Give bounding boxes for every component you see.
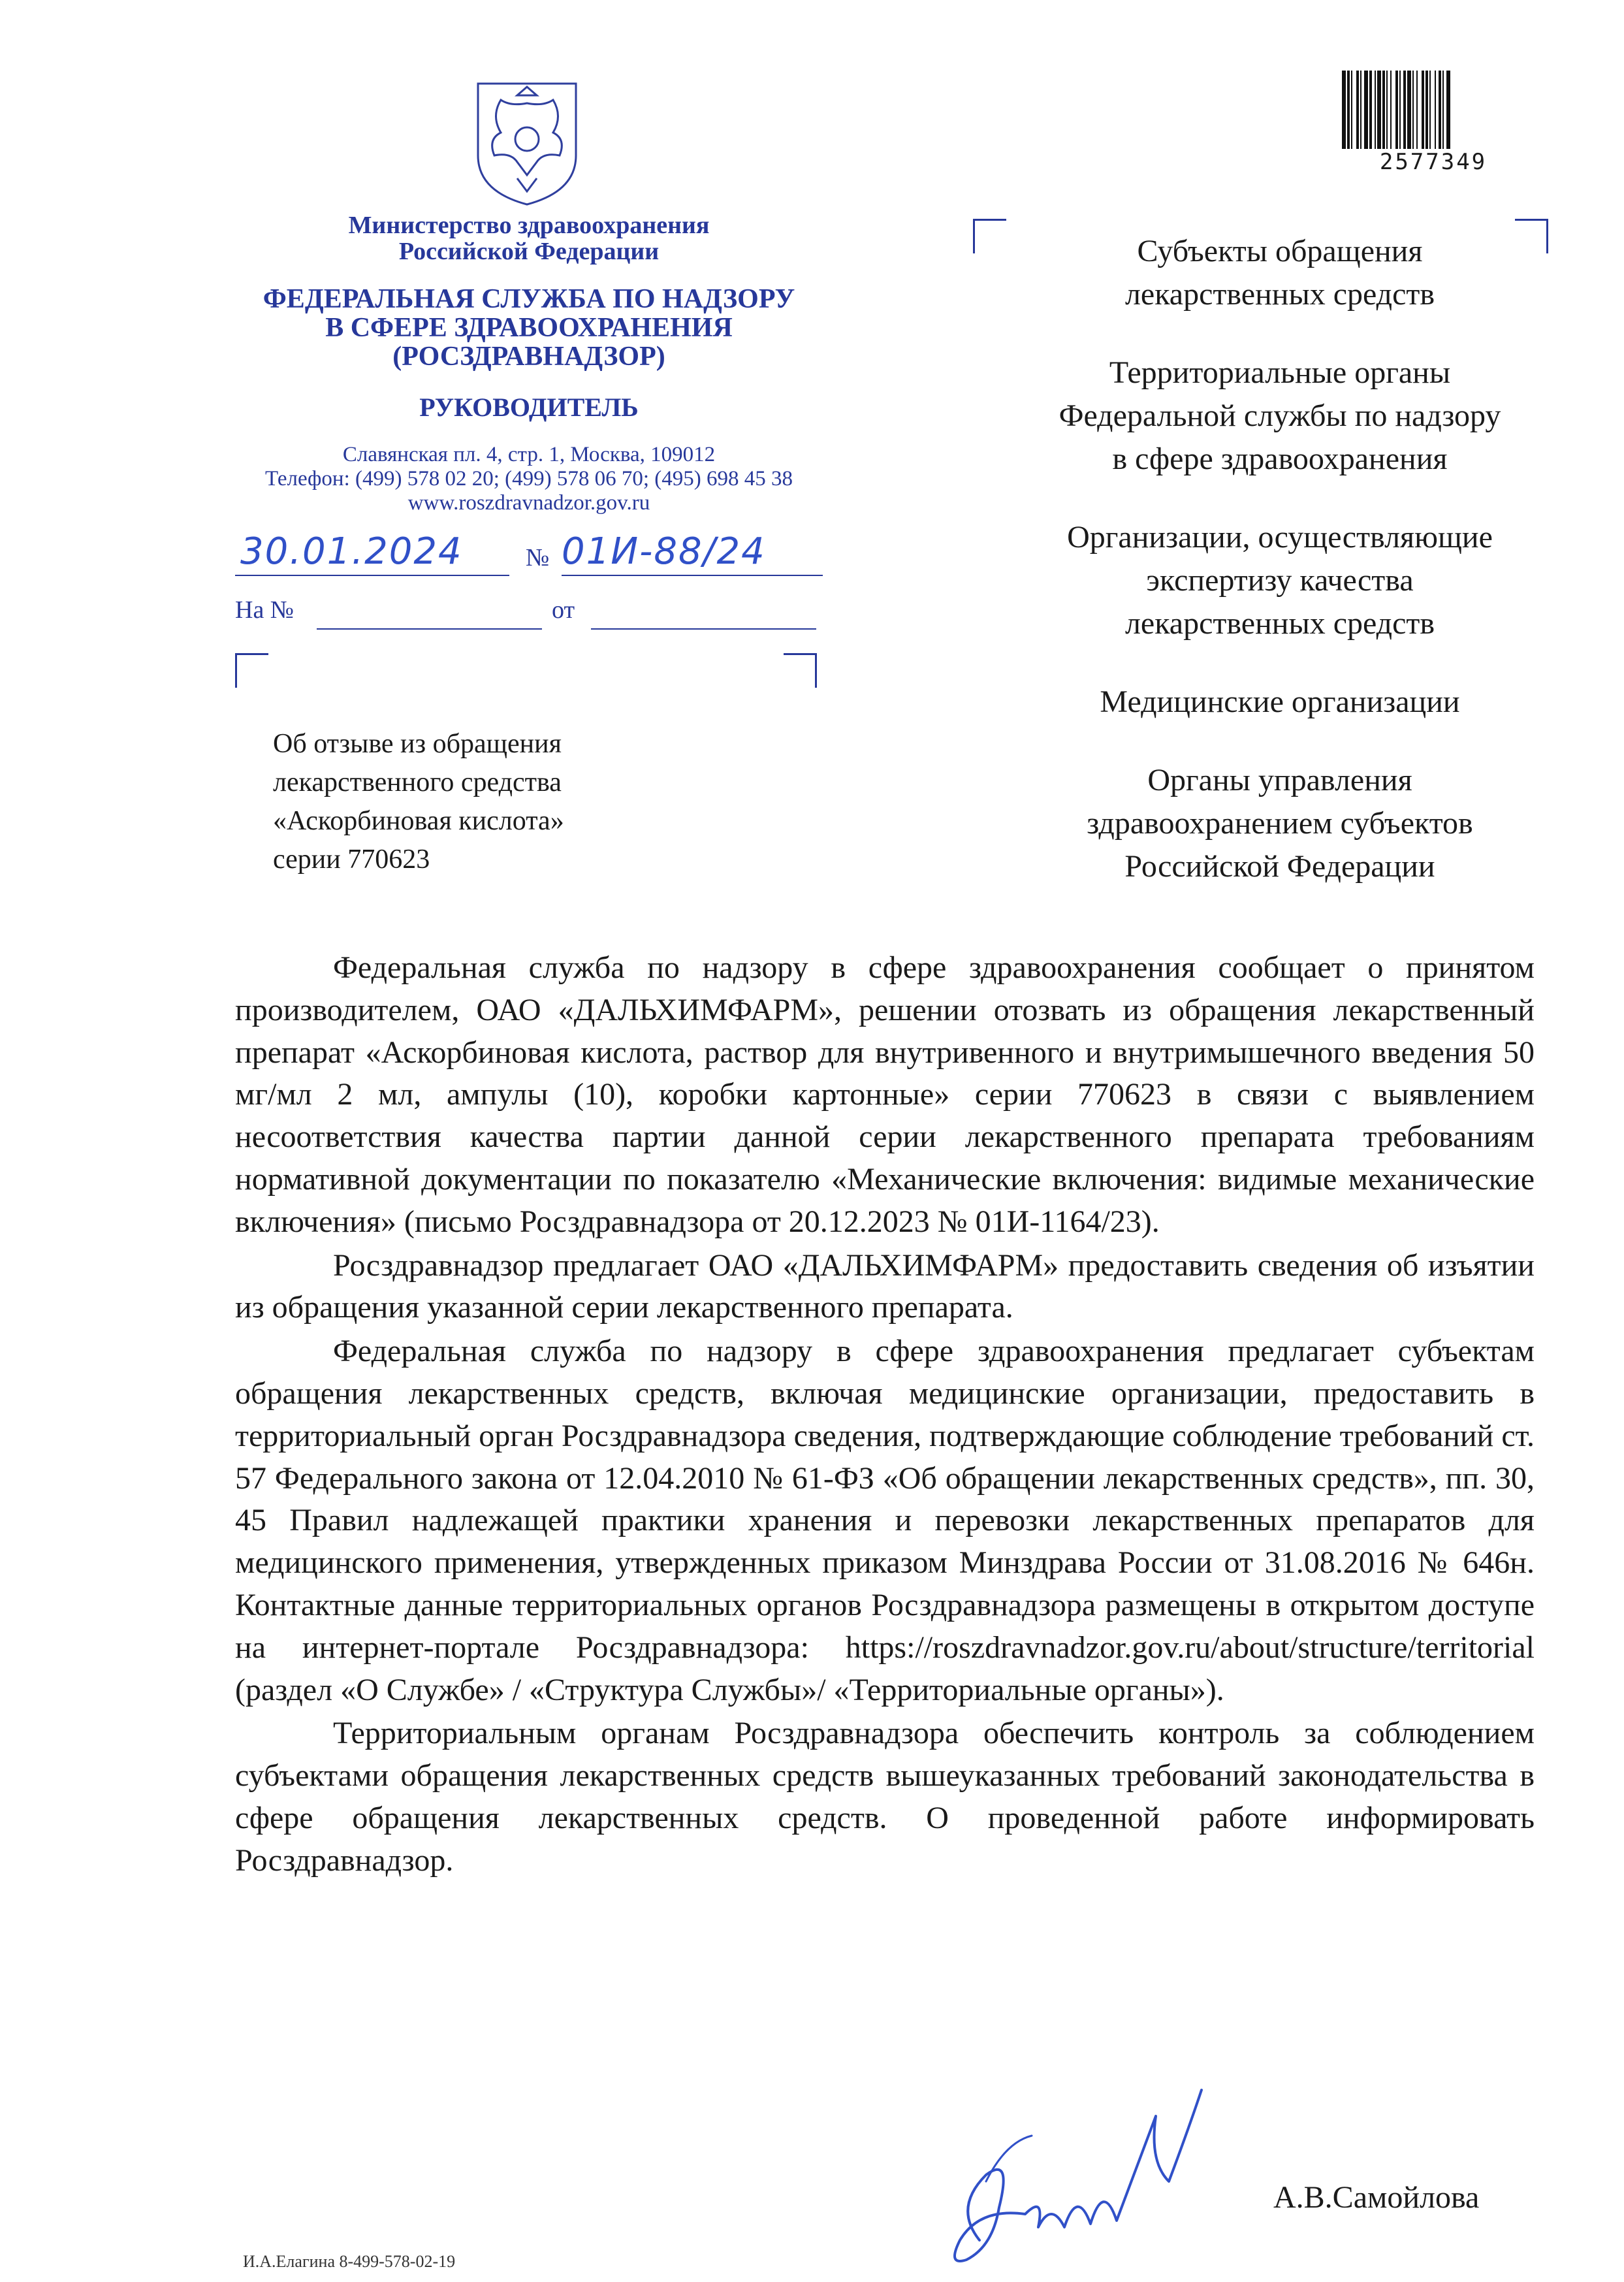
letter-subject: Об отзыве из обращения лекарственного средства «Аскорбиновая кислота» серии 770623 [273, 729, 564, 875]
barcode-bar [1439, 71, 1441, 149]
ministry-name: Министерство здравоохранения Российской Федерации [348, 212, 710, 265]
barcode-bar [1425, 71, 1428, 149]
barcode-bar [1429, 71, 1431, 149]
website-line: www.roszdravnadzor.gov.ru [407, 491, 650, 515]
subject-bracket-left [235, 653, 268, 688]
addressee: Организации, осуществляющие экспертизу качества лекарственных средств [1067, 520, 1493, 641]
barcode-bar [1342, 71, 1346, 149]
barcode-bar [1407, 71, 1411, 149]
phone-line: Телефон: (499) 578 02 20; (499) 578 06 70; (495) 698 45 38 [264, 467, 793, 490]
coat-of-arms-emblem [465, 77, 589, 208]
barcode-bar [1412, 71, 1414, 149]
barcode-bar [1390, 71, 1392, 149]
barcode-bar [1369, 71, 1372, 149]
barcode-bar [1422, 71, 1424, 149]
number-underline [562, 575, 823, 576]
body-paragraph: Территориальным органам Росздравнадзора обеспечить контроль за соблюдением субъектами обращения лекарственных средств вышеуказанных требований законодательства в сфере обращения лекарственных средств. О проведенной работе информировать Росздравнадзор. [235, 1716, 1535, 1878]
barcode-number: 2577349 [1379, 149, 1488, 175]
barcode-bar [1356, 71, 1359, 149]
addressee: Территориальные органы Федеральной службы по надзору в сфере здравоохранения [1059, 355, 1501, 476]
contact-block [215, 443, 842, 515]
executor-contact: И.А.Елагина 8-499-578-02-19 [243, 2252, 456, 2271]
barcode-bar [1446, 71, 1450, 149]
service-name: ФЕДЕРАЛЬНАЯ СЛУЖБА ПО НАДЗОРУ В СФЕРЕ ЗДРАВООХРАНЕНИЯ (РОСЗДРАВНАДЗОР) [263, 284, 795, 372]
body-paragraph: Федеральная служба по надзору в сфере здравоохранения сообщает о принятом производителем, ОАО «ДАЛЬХИМФАРМ», решении отозвать из обращения лекарственный препарат «Аскорбиновая кислота, раствор для внутривенного и внутримышечного введения 50 мг/мл 2 мл, ампулы (10), коробки картонные» серии 770623 в связи с выявлением несоответствия качества партии данной серии лекарственного препарата требованиям нормативной документации по показателю «Механические включения: видимые механические включения» (письмо Росздравнадзора от 20.12.2023 № 01И-1164/23). [235, 950, 1535, 1239]
reference-date-line [591, 628, 816, 630]
addressee: Субъекты обращения лекарственных средств [1124, 234, 1435, 312]
date-underline [235, 575, 509, 576]
addressee: Органы управления здравоохранением субъектов Российской Федерации [1087, 763, 1473, 884]
barcode-bar [1403, 71, 1406, 149]
handwritten-date: 30.01.2024 [240, 530, 463, 573]
barcode-bar [1360, 71, 1361, 149]
barcode-bar [1395, 71, 1398, 149]
barcode-bar [1382, 71, 1385, 149]
barcode-bar [1442, 71, 1444, 149]
body-paragraph: Федеральная служба по надзору в сфере здравоохранения предлагает субъектам обращения лекарственных средств, включая медицинские организации, предоставить в территориальный орган Росздравнадзора сведения, подтверждающие соблюдение требований ст. 57 Федерального закона от 12.04.2010 № 61-ФЗ «Об обращении лекарственных средств», пп. 30, 45 Правил надлежащей практики хранения и перевозки лекарственных препаратов для медицинского применения, утвержденных приказом Минздрава России от 31.08.2016 № 646н. Контактные данные территориальных органов Росздравнадзора размещены в открытом доступе на интернет-портале Росздравнадзора: https://roszdravnadzor.gov.ru/about/structure/territorial (раздел «О Службе» / «Структура Службы»/ «Территориальные органы»). [235, 1334, 1535, 1707]
signer-name: А.В.Самойлова [1273, 2180, 1480, 2215]
barcode-bar [1347, 71, 1350, 149]
barcode-bar [1351, 71, 1352, 149]
reference-number-line [317, 628, 542, 630]
handwritten-signature [940, 2077, 1254, 2273]
barcode-bar [1375, 71, 1376, 149]
barcode-bar [1399, 71, 1401, 149]
reference-number-label: На № [235, 596, 295, 624]
addressee-list [986, 230, 1574, 924]
number-sign: № [526, 544, 550, 571]
addressee: Медицинские организации [1100, 684, 1460, 719]
barcode [1342, 71, 1518, 149]
barcode-bar [1377, 71, 1381, 149]
body-paragraph: Росздравнадзор предлагает ОАО «ДАЛЬХИМФАРМ» предоставить сведения об изъятии из обращения указанной серии лекарственного препарата. [235, 1247, 1535, 1325]
barcode-bar [1364, 71, 1368, 149]
barcode-bar [1435, 71, 1436, 149]
head-title: РУКОВОДИТЕЛЬ [419, 393, 639, 422]
reference-date-label: от [552, 596, 575, 624]
handwritten-number: 01И-88/24 [562, 530, 766, 573]
barcode-bar [1386, 71, 1388, 149]
barcode-bar [1416, 71, 1418, 149]
address-line: Славянская пл. 4, стр. 1, Москва, 109012 [342, 443, 716, 466]
letter-body [235, 947, 1535, 1882]
subject-bracket-right [784, 653, 817, 688]
